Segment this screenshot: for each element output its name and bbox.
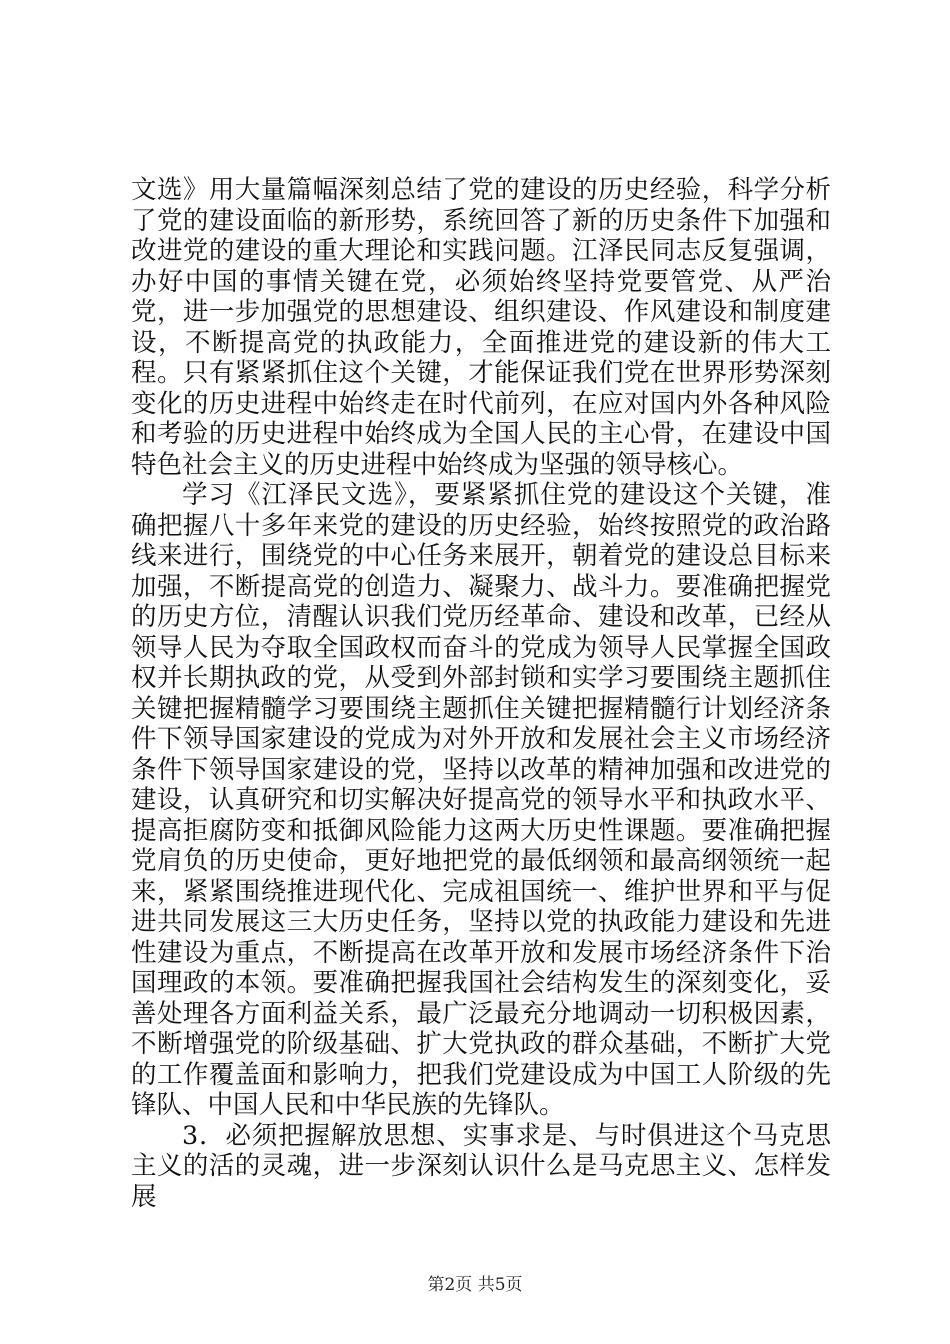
paragraph-continuation: 文选》用大量篇幅深刻总结了党的建设的历史经验，科学分析了党的建设面临的新形势，系统回答了新的历史条件下加强和改进党的建设的重大理论和实践问题。江泽民同志反复强调，办好中国的事情关键在党，必须始终坚持党要管党、从严治党，进一步加强党的思想建设、组织建设、作风建设和制度建设，不断提高党的执政能力，全面推进党的建设新的伟大工程。只有紧紧抓住这个关键，才能保证我们党在世界形势深刻变化的历史进程中始终走在时代前列，在应对国内外各种风险和考验的历史进程中始终成为全国人民的主心骨，在建设中国特色社会主义的历史进程中始终成为坚强的领导核心。: [131, 175, 831, 480]
paragraph-section-3: 3．必须把握解放思想、实事求是、与时俱进这个马克思主义的活的灵魂，进一步深刻认识什么是马克思主义、怎样发展: [131, 1120, 831, 1212]
paragraph-study-party-building: 学习《江泽民文选》，要紧紧抓住党的建设这个关键，准确把握八十多年来党的建设的历史经验，始终按照党的政治路线来进行，围绕党的中心任务来展开，朝着党的建设总目标来加强，不断提高党的创造力、凝聚力、战斗力。要准确把握党的历史方位，清醒认识我们党历经革命、建设和改革，已经从领导人民为夺取全国政权而奋斗的党成为领导人民掌握全国政权并长期执政的党，从受到外部封锁和实学习要围绕主题抓住关键把握精髓学习要围绕主题抓住关键把握精髓行计划经济条件下领导国家建设的党成为对外开放和发展社会主义市场经济条件下领导国家建设的党，坚持以改革的精神加强和改进党的建设，认真研究和切实解决好提高党的领导水平和执政水平、提高拒腐防变和抵御风险能力这两大历史性课题。要准确把握党肩负的历史使命，更好地把党的最低纲领和最高纲领统一起来，紧紧围绕推进现代化、完成祖国统一、维护世界和平与促进共同发展这三大历史任务，坚持以党的执政能力建设和先进性建设为重点，不断提高在改革开放和发展市场经济条件下治国理政的本领。要准确把握我国社会结构发生的深刻变化，妥善处理各方面利益关系，最广泛最充分地调动一切积极因素，不断增强党的阶级基础、扩大党执政的群众基础，不断扩大党的工作覆盖面和影响力，把我们党建设成为中国工人阶级的先锋队、中国人民和中华民族的先锋队。: [131, 480, 831, 1120]
document-body: [131, 175, 831, 1212]
page-number-footer: 第2页 共5页: [427, 1275, 523, 1295]
